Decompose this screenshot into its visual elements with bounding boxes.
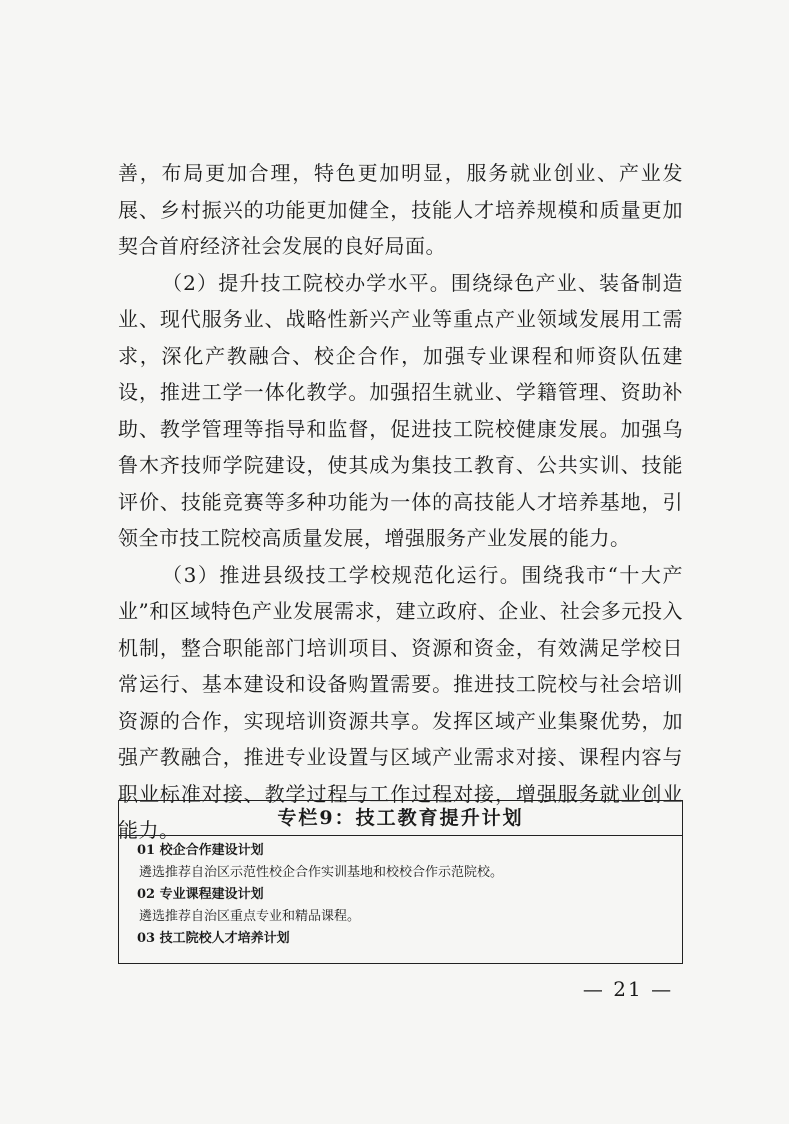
paragraph-county-schools: （3）推进县级技工学校规范化运行。围绕我市“十大产业”和区域特色产业发展需求，建立政府、企业、社会多元投入机制，整合职能部门培训项目、资源和资金，有效满足学校日常运行、基本建设和设备购置需要。推进技工院校与社会培训资源的合作，实现培训资源共享。发挥区域产业集聚优势，加强产教融合，推进专业设置与区域产业需求对接、课程内容与职业标准对接、教学过程与工作过程对接，增强服务就业创业能力。 [118, 562, 683, 842]
box-item-text: 遴选推荐自治区重点专业和精品课程。 [139, 909, 361, 924]
box-item-heading: 03 技工院校人才培养计划 [137, 931, 290, 946]
column-box-title: 专栏9：技工教育提升计划 [119, 801, 682, 836]
column-box-body [119, 836, 682, 950]
paragraph-continuation: 善，布局更加合理，特色更加明显，服务就业创业、产业发展、乡村振兴的功能更加健全，技能人才培养规模和质量更加契合首府经济社会发展的良好局面。 [118, 161, 683, 258]
column-box [118, 800, 683, 964]
body-text [118, 155, 683, 849]
page-number: — 21 — [582, 977, 674, 1001]
box-item-heading: 02 专业课程建设计划 [137, 887, 264, 902]
paragraph-technical-school-level: （2）提升技工院校办学水平。围绕绿色产业、装备制造业、现代服务业、战略性新兴产业等重点产业领域发展用工需求，深化产教融合、校企合作，加强专业课程和师资队伍建设，推进工学一体化教学。加强招生就业、学籍管理、资助补助、教学管理等指导和监督，促进技工院校健康发展。加强乌鲁木齐技师学院建设，使其成为集技工教育、公共实训、技能评价、技能竞赛等多种功能为一体的高技能人才培养基地，引领全市技工院校高质量发展，增强服务产业发展的能力。 [118, 270, 683, 550]
box-item-heading: 01 校企合作建设计划 [137, 843, 264, 858]
box-item-text: 遴选推荐自治区示范性校企合作实训基地和校校合作示范院校。 [139, 865, 504, 880]
